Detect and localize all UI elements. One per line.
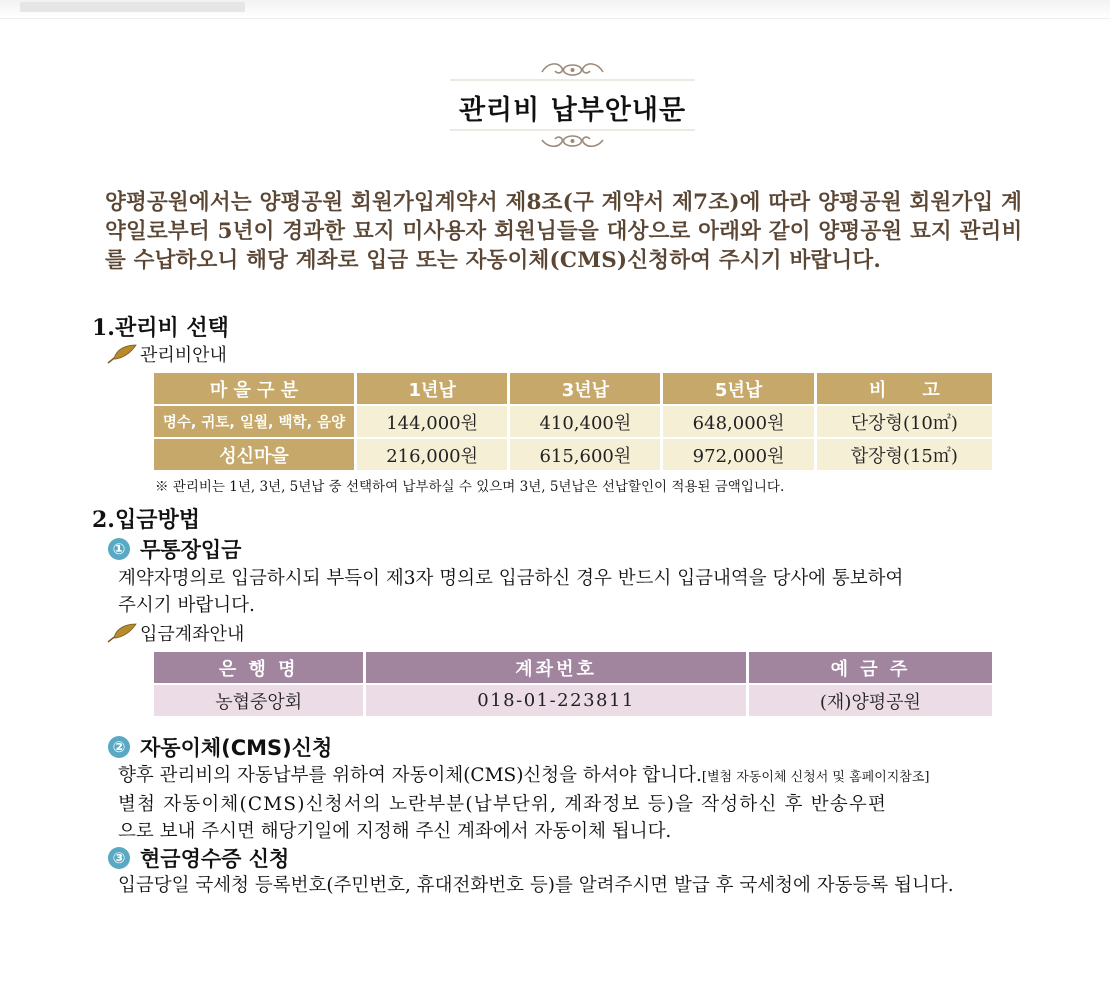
item-2-text-line: 별첨 자동이체(CMS)신청서의 노란부분(납부단위, 계좌정보 등)을 작성하신 후 반송우편 bbox=[118, 794, 888, 815]
item-2-text-small: [별첨 자동이체 신청서 및 홈페이지참조] bbox=[701, 770, 930, 785]
fee-table-header-row bbox=[154, 373, 992, 404]
fee-header-remarks: 비 고 bbox=[817, 373, 992, 404]
item-2-heading bbox=[108, 732, 332, 762]
account-header-holder: 예 금 주 bbox=[749, 652, 992, 683]
account-table-header-row bbox=[154, 652, 992, 683]
fee-guide-subheading bbox=[106, 341, 227, 367]
feather-icon bbox=[106, 343, 138, 365]
table-row bbox=[154, 439, 992, 470]
account-number: 018-01-223811 bbox=[366, 685, 746, 716]
feather-icon bbox=[106, 622, 138, 644]
number-circle-icon: ② bbox=[108, 736, 130, 758]
account-holder: (재)양평공원 bbox=[749, 685, 992, 716]
page-title: 관리비 납부안내문 bbox=[458, 95, 687, 126]
account-guide-label: 입금계좌안내 bbox=[140, 624, 245, 645]
fee-guide-label: 관리비안내 bbox=[140, 345, 227, 366]
account-table bbox=[151, 650, 995, 718]
item-1-title: 무통장입금 bbox=[140, 538, 242, 562]
table-row bbox=[154, 406, 992, 437]
fee-row-label: 성신마을 bbox=[154, 439, 354, 470]
item-2-title: 자동이체(CMS)신청 bbox=[140, 736, 333, 760]
number-circle-icon: ③ bbox=[108, 847, 130, 869]
account-header-bank: 은 행 명 bbox=[154, 652, 363, 683]
item-2-text-line bbox=[118, 762, 930, 791]
item-3-text-line: 입금당일 국세청 등록번호(주민번호, 휴대전화번호 등)를 알려주시면 발급 후 국세청에 자동등록 됩니다. bbox=[118, 875, 954, 896]
fee-cell: 972,000원 bbox=[663, 439, 813, 470]
item-3-title: 현금영수증 신청 bbox=[140, 847, 290, 871]
account-header-number: 계좌번호 bbox=[366, 652, 746, 683]
intro-paragraph: 양평공원에서는 양평공원 회원가입계약서 제8조(구 계약서 제7조)에 따라 양평공원 회원가입 계약일로부터 5년이 경과한 묘지 미사용자 회원님들을 대상으로 아래와 같이 양평공원 묘지 관리비를 수납하오니 해당 계좌로 입금 또는 자동이체(CMS)신청하여 주시기 바랍니다. bbox=[105, 190, 1023, 273]
item-1-text bbox=[118, 565, 903, 619]
item-2-text-main: 향후 관리비의 자동납부를 위하여 자동이체(CMS)신청을 하셔야 합니다. bbox=[118, 765, 702, 786]
fee-cell: 410,400원 bbox=[510, 406, 660, 437]
fee-header-village: 마 을 구 분 bbox=[154, 373, 354, 404]
fee-header-1year: 1년납 bbox=[357, 373, 507, 404]
section-1-heading: 1.관리비 선택 bbox=[92, 315, 229, 341]
fee-cell: 615,600원 bbox=[510, 439, 660, 470]
section-2-heading: 2.입금방법 bbox=[92, 507, 200, 533]
table-row bbox=[154, 685, 992, 716]
account-bank: 농협중앙회 bbox=[154, 685, 363, 716]
ornament-bottom-icon bbox=[450, 128, 695, 150]
item-1-heading bbox=[108, 534, 241, 564]
number-circle-icon: ① bbox=[108, 538, 130, 560]
fee-cell: 648,000원 bbox=[663, 406, 813, 437]
fee-row-label: 명수, 귀토, 일월, 백학, 음양 bbox=[154, 406, 354, 437]
fee-note: ※ 관리비는 1년, 3년, 5년납 중 선택하여 납부하실 수 있으며 3년, 5년납은 선납할인이 적용된 금액입니다. bbox=[155, 479, 785, 495]
item-1-text-line: 계약자명의로 입금하시되 부득이 제3자 명의로 입금하신 경우 반드시 입금내역을 당사에 통보하여 bbox=[118, 568, 904, 589]
item-3-heading bbox=[108, 843, 289, 873]
item-1-text-line: 주시기 바랍니다. bbox=[118, 595, 255, 616]
fee-header-3year: 3년납 bbox=[510, 373, 660, 404]
top-bar bbox=[0, 0, 1110, 19]
fee-header-5year: 5년납 bbox=[663, 373, 813, 404]
fee-cell: 단장형(10㎡) bbox=[817, 406, 992, 437]
item-2-text-line: 으로 보내 주시면 해당기일에 지정해 주신 계좌에서 자동이체 됩니다. bbox=[118, 821, 672, 842]
ornament-top-icon bbox=[450, 60, 695, 82]
fee-table bbox=[151, 371, 995, 472]
fee-cell: 144,000원 bbox=[357, 406, 507, 437]
item-3-text bbox=[118, 872, 954, 899]
account-guide-subheading bbox=[106, 620, 244, 646]
fee-cell: 216,000원 bbox=[357, 439, 507, 470]
item-2-text bbox=[118, 762, 930, 845]
top-breadcrumb-strip bbox=[20, 2, 245, 12]
fee-cell: 합장형(15㎡) bbox=[817, 439, 992, 470]
